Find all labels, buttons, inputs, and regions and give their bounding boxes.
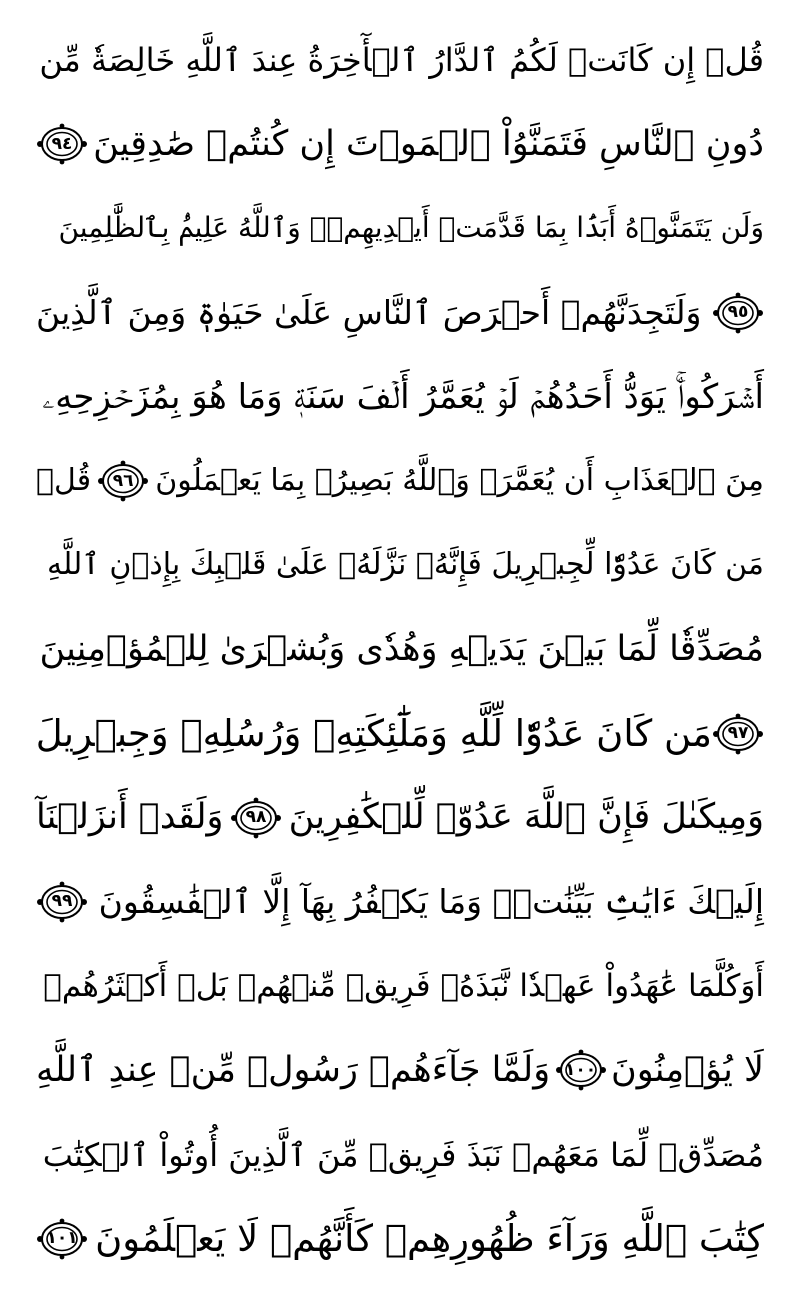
verse-line-12 (36, 944, 764, 1028)
verse-text: مِنَ ٱلۡعَذَابِ أَن يُعَمَّرَۗ وَٱللَّهُ بَصِيرُۢ بِمَا يَعۡمَلُونَ (155, 463, 764, 499)
verse-line-3 (36, 186, 764, 270)
verse-text: مَن كَانَ عَدُوّٗا لِّجِبۡرِيلَ فَإِنَّهُۥ نَزَّلَهُۥ عَلَىٰ قَلۡبِكَ بِإِذۡنِ ٱللَّهِ (47, 547, 764, 583)
verse-text: وَلَتَجِدَنَّهُمۡ أَحۡرَصَ ٱلنَّاسِ عَلَىٰ حَيَوٰةٖ وَمِنَ ٱلَّذِينَ (36, 293, 702, 333)
ayah-end-marker-icon (36, 122, 88, 166)
verse-text: وَلَقَدۡ أَنزَلۡنَآ (36, 797, 224, 838)
ayah-number: ١٠٠ (564, 1059, 597, 1080)
verse-line-4 (36, 271, 764, 355)
verse-text: لَا يُؤۡمِنُونَ (610, 1049, 764, 1090)
verse-text: وَلَمَّا جَآءَهُمۡ رَسُولٞ مِّنۡ عِندِ ٱللَّهِ (36, 1049, 551, 1090)
verse-text: قُلۡ إِن كَانَتۡ لَكُمُ ٱلدَّارُ ٱلۡأٓخِرَةُ عِندَ ٱللَّهِ خَالِصَةٗ مِّن (39, 41, 764, 80)
verse-text: إِلَيۡكَ ءَايَٰتِۢ بَيِّنَٰتٖۖ وَمَا يَكۡفُرُ بِهَآ إِلَّا ٱلۡفَٰسِقُونَ (98, 882, 764, 922)
ayah-end-marker-icon (36, 880, 88, 924)
verse-line-9 (36, 692, 764, 776)
verse-line-6 (36, 439, 764, 523)
verse-line-15 (36, 1197, 764, 1281)
ayah-end-marker-icon (712, 291, 764, 335)
verse-lines (36, 18, 764, 1281)
verse-line-10 (36, 776, 764, 860)
verse-text: مَن كَانَ عَدُوّٗا لِّلَّهِ وَمَلَٰٓئِكَتِهِۦ وَرُسُلِهِۦ وَجِبۡرِيلَ (35, 712, 712, 756)
verse-text: مُصَدِّقٞ لِّمَا مَعَهُمۡ نَبَذَ فَرِيقٞ مِّنَ ٱلَّذِينَ أُوتُواْ ٱلۡكِتَٰبَ (42, 1135, 764, 1174)
ayah-number: ١٠١ (46, 1228, 78, 1249)
verse-line-5 (36, 355, 764, 439)
verse-line-8 (36, 607, 764, 691)
verse-text: مُصَدِّقٗا لِّمَا بَيۡنَ يَدَيۡهِ وَهُدٗى وَبُشۡرَىٰ لِلۡمُؤۡمِنِينَ (39, 628, 764, 669)
verse-line-13 (36, 1028, 764, 1112)
verse-line-14 (36, 1112, 764, 1196)
verse-text: أَوَكُلَّمَا عَٰهَدُواْ عَهۡدٗا نَّبَذَهُۥ فَرِيقٞ مِّنۡهُمۚ بَلۡ أَكۡثَرُهُمۡ (43, 967, 764, 1004)
ayah-number: ٩٤ (51, 133, 73, 154)
verse-text: وَمِيكَىٰلَ فَإِنَّ ٱللَّهَ عَدُوّٞ لِّلۡكَٰفِرِينَ (288, 797, 764, 838)
verse-text: قُلۡ (36, 463, 92, 499)
verse-line-2 (36, 102, 764, 186)
verse-text: وَلَن يَتَمَنَّوۡهُ أَبَدَۢا بِمَا قَدَّمَتۡ أَيۡدِيهِمۡۚ وَٱللَّهُ عَلِيمُۢ بِٱلظَّٰلِمِينَ (58, 211, 764, 245)
ayah-number: ٩٥ (727, 302, 749, 323)
verse-text: كِتَٰبَ ٱللَّهِ وَرَآءَ ظُهُورِهِمۡ كَأَنَّهُمۡ لَا يَعۡلَمُونَ (95, 1217, 764, 1261)
verse-line-1 (36, 18, 764, 102)
ayah-end-marker-icon (230, 796, 282, 840)
ayah-number: ٩٩ (51, 891, 73, 912)
verse-text: دُونِ ٱلنَّاسِ فَتَمَنَّوُاْ ٱلۡمَوۡتَ إِن كُنتُمۡ صَٰدِقِينَ (93, 123, 764, 164)
ayah-number: ٩٦ (112, 470, 134, 491)
verse-line-11 (36, 860, 764, 944)
ayah-end-marker-icon (97, 459, 149, 503)
ayah-number: ٩٧ (727, 723, 749, 744)
ayah-end-marker-icon (712, 712, 764, 756)
verse-text: أَشۡرَكُواْۚ يَوَدُّ أَحَدُهُمۡ لَوۡ يُعَمَّرُ أَلۡفَ سَنَةٖ وَمَا هُوَ بِمُزَحۡزِحِهِۦ (42, 376, 764, 417)
ayah-end-marker-icon (555, 1048, 607, 1092)
verse-line-7 (36, 523, 764, 607)
ayah-number: ٩٨ (245, 807, 267, 828)
ayah-end-marker-icon (36, 1217, 88, 1261)
